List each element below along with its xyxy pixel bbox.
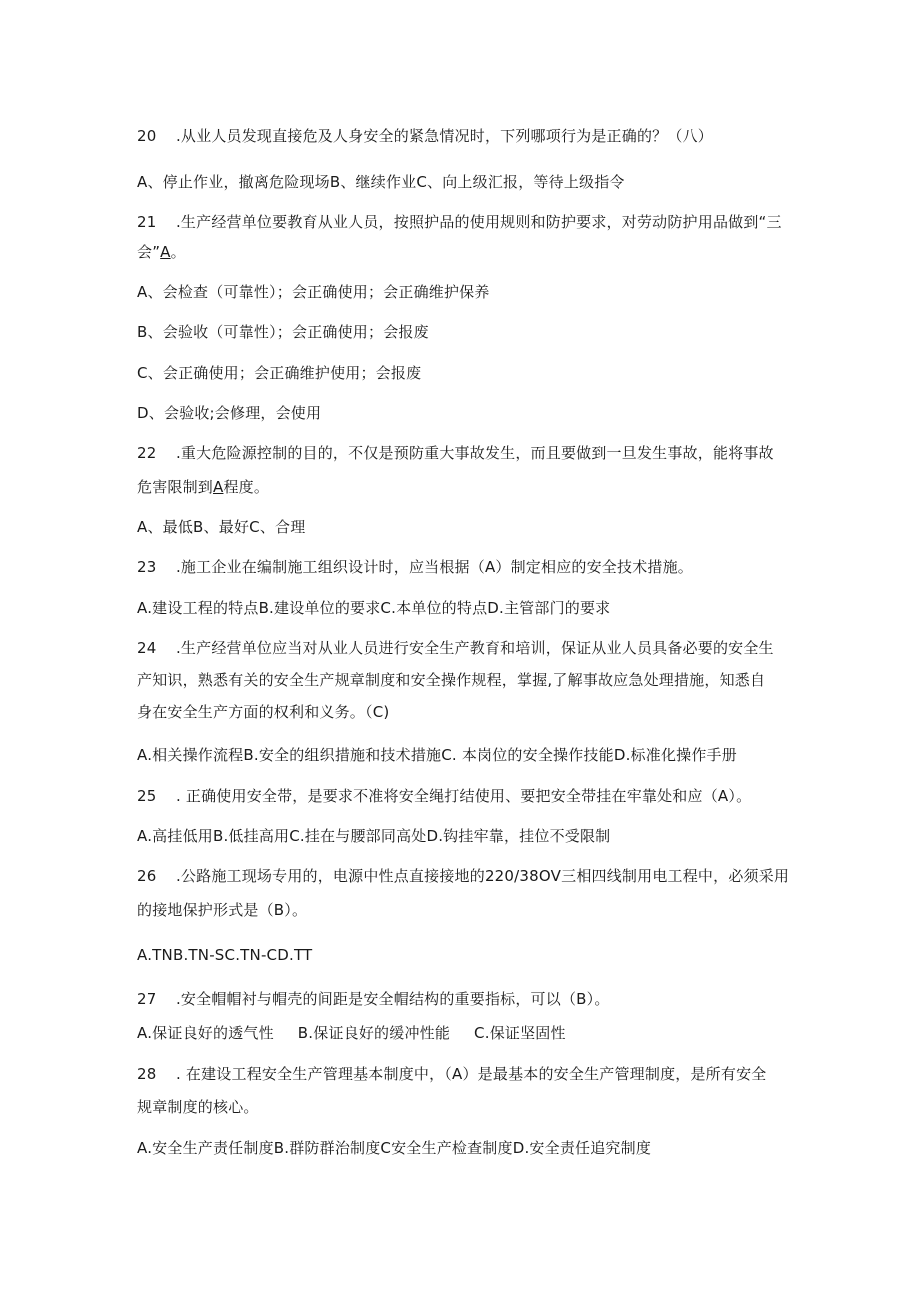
question-27-options: [137, 1023, 566, 1043]
question-number: 22: [137, 444, 157, 462]
question-21-line-1: [137, 212, 782, 232]
question-number: 21: [137, 213, 157, 231]
answer-mark: A: [213, 478, 224, 496]
question-26-options: A.TNB.TN-SC.TN-CD.TT: [137, 946, 313, 964]
question-text: .公路施工现场专用的，电源中性点直接接地的220/38OV三相四线制用电工程中，必须采用: [171, 867, 790, 885]
question-text: . 在建设工程安全生产管理基本制度中，（A）是最基本的安全生产管理制度，是所有安全: [171, 1065, 767, 1083]
question-number: 28: [137, 1065, 157, 1083]
question-text: .重大危险源控制的目的，不仅是预防重大事故发生，而且要做到一旦发生事故，能将事故: [171, 444, 774, 462]
question-21-option-d: D、会验收;会修理，会使用: [137, 404, 322, 422]
question-number: 27: [137, 990, 157, 1008]
question-23-line-1: [137, 557, 693, 577]
question-text: .安全帽帽衬与帽壳的间距是安全帽结构的重要指标，可以（B）。: [171, 990, 610, 1008]
question-text: .施工企业在编制施工组织设计时，应当根据（A）制定相应的安全技术措施。: [171, 558, 694, 576]
question-26-line-2: 的接地保护形式是（B）。: [137, 901, 308, 919]
question-21-option-a: A、会检查（可靠性）；会正确使用；会正确维护保养: [137, 283, 490, 301]
answer-mark: A: [160, 243, 171, 261]
question-text: 危害限制到: [137, 478, 214, 496]
question-21-option-c: C、会正确使用；会正确维护使用；会报废: [137, 364, 422, 382]
question-text: .生产经营单位要教育从业人员，按照护品的使用规则和防护要求，对劳动防护用品做到“三: [171, 213, 782, 231]
question-25-options: A.高挂低用B.低挂高用C.挂在与腰部同高处D.钩挂牢靠，挂位不受限制: [137, 827, 611, 845]
question-number: 26: [137, 867, 157, 885]
question-text: 会”: [137, 243, 161, 261]
question-28-options: A.安全生产责任制度B.群防群治制度C安全生产检查制度D.安全责任追究制度: [137, 1139, 652, 1157]
option-a: A.保证良好的透气性: [137, 1024, 274, 1042]
question-23-options: A.建设工程的特点B.建设单位的要求C.本单位的特点D.主管部门的要求: [137, 599, 611, 617]
question-25-line-1: [137, 786, 751, 806]
question-number: 24: [137, 639, 157, 657]
answer-suffix: 程度。: [223, 478, 270, 496]
question-21-option-b: B、会验收（可靠性）；会正确使用；会报废: [137, 323, 429, 341]
question-22-options: A、最低B、最好C、合理: [137, 518, 306, 536]
question-22-line-2: [137, 477, 269, 497]
option-c: C.保证坚固性: [474, 1024, 566, 1042]
question-26-line-1: [137, 866, 789, 886]
question-number: 25: [137, 787, 157, 805]
question-24-line-2: 产知识，熟悉有关的安全生产规章制度和安全操作规程，掌握,了解事故应急处理措施，知悉自: [137, 671, 766, 689]
question-text: .生产经营单位应当对从业人员进行安全生产教育和培训，保证从业人员具备必要的安全生: [171, 639, 774, 657]
option-b: B.保证良好的缓冲性能: [297, 1024, 451, 1042]
question-20-options: A、停止作业，撤离危险现场B、继续作业C、向上级汇报，等待上级指令: [137, 173, 625, 191]
question-27-line-1: [137, 989, 610, 1009]
question-text: . 正确使用安全带，是要求不准将安全绳打结使用、要把安全带挂在牢靠处和应（A）。: [171, 787, 752, 805]
question-text: .从业人员发现直接危及人身安全的紧急情况时，下列哪项行为是正确的？（八）: [171, 127, 713, 145]
question-24-line-1: [137, 638, 774, 658]
question-21-line-2: [137, 242, 186, 262]
question-24-line-3: 身在安全生产方面的权利和义务。（C): [137, 703, 390, 721]
question-20-line-1: [137, 126, 713, 146]
question-28-line-1: [137, 1064, 766, 1084]
question-24-options: A.相关操作流程B.安全的组织措施和技术措施C. 本岗位的安全操作技能D.标准化操作手册: [137, 746, 737, 764]
question-number: 23: [137, 558, 157, 576]
answer-suffix: 。: [170, 243, 186, 261]
question-22-line-1: [137, 443, 774, 463]
question-number: 20: [137, 127, 157, 145]
question-28-line-2: 规章制度的核心。: [137, 1098, 259, 1116]
